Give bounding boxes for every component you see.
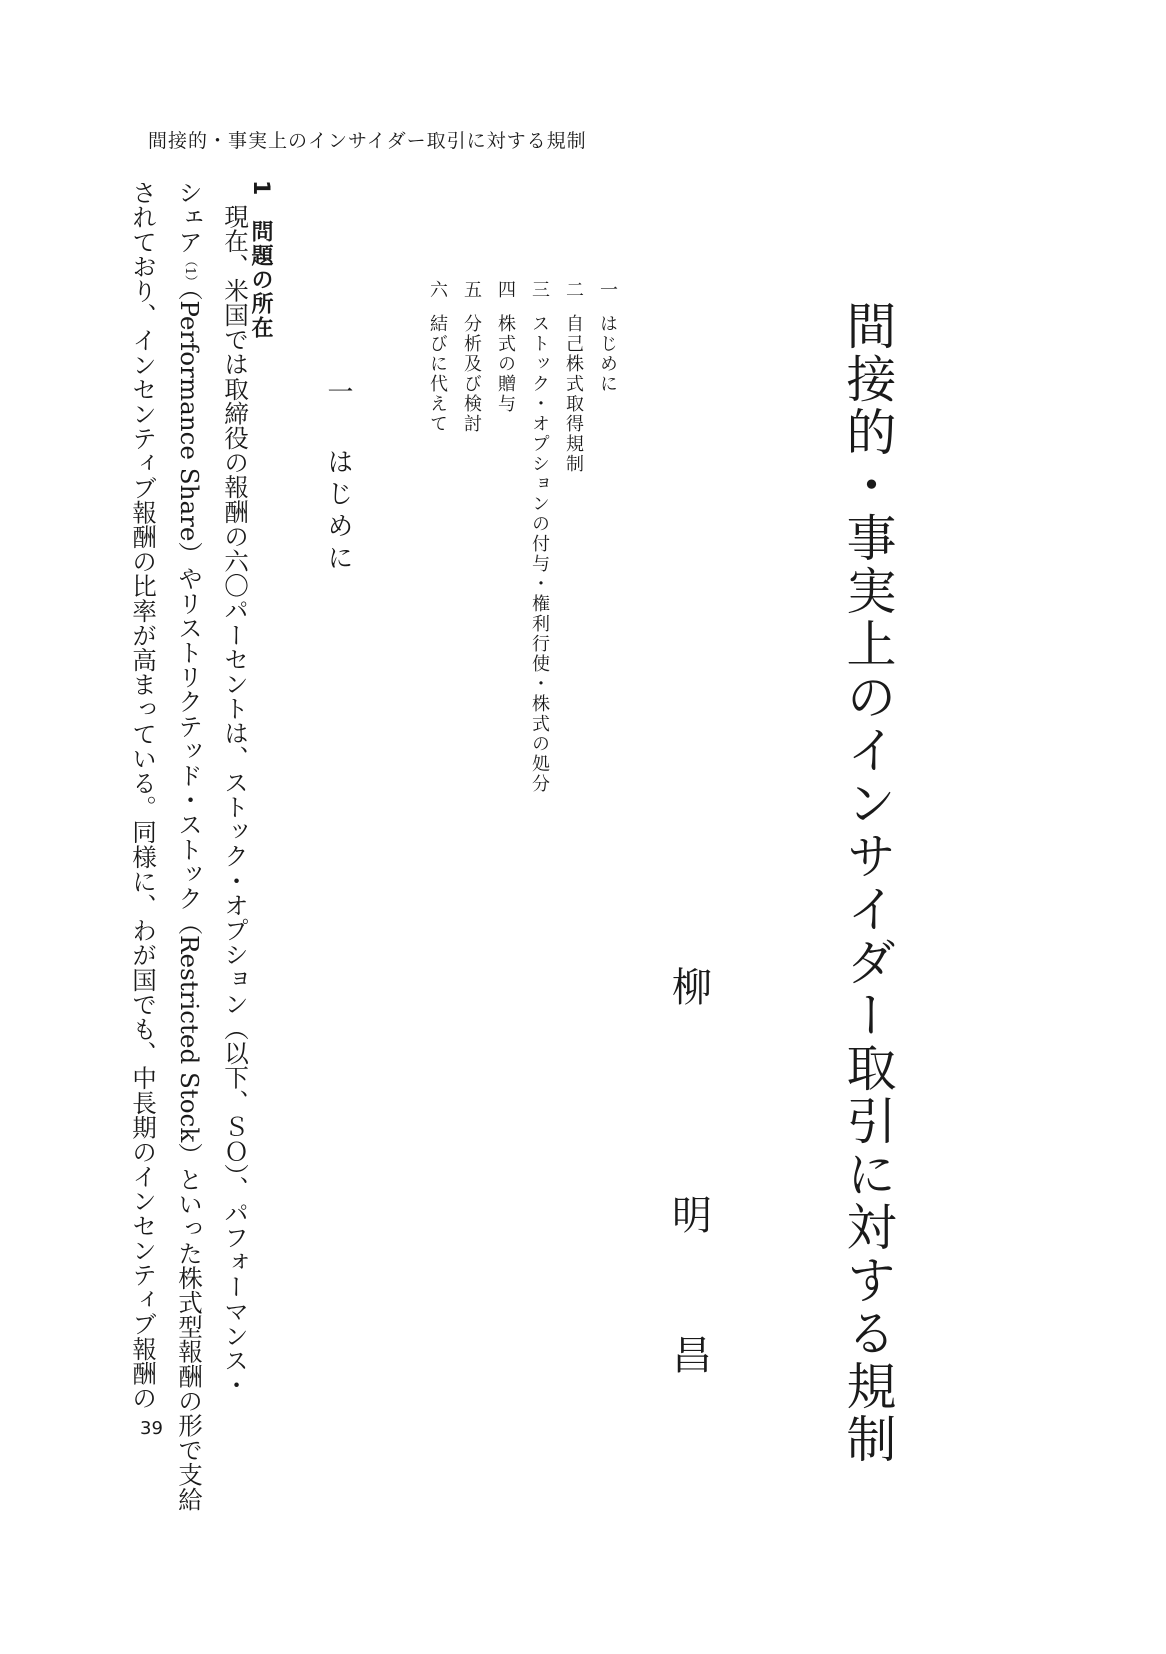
toc-item-label: はじめに <box>597 314 618 394</box>
subsection-label: 問題の所在 <box>248 220 273 340</box>
author-name <box>672 965 712 1379</box>
author-char: 柳 <box>672 965 712 1011</box>
body-line <box>166 180 212 1511</box>
toc-item <box>556 280 590 794</box>
toc-item-number: 六 <box>427 280 448 300</box>
footnote-reference[interactable]: （1） <box>182 253 197 289</box>
article-title: 間接的・事実上のインサイダー取引に対する規制 <box>838 300 897 1466</box>
toc-item-label: 結びに代えて <box>427 314 448 434</box>
running-head: 間接的・事実上のインサイダー取引に対する規制 <box>148 130 587 152</box>
subsection-number: 1 <box>248 180 273 198</box>
toc-item <box>522 280 556 794</box>
toc-item-number: 五 <box>461 280 482 300</box>
toc-item-number: 四 <box>495 280 516 300</box>
toc-item-number: 二 <box>563 280 584 300</box>
toc-item-label: ストック・オプションの付与・権利行使・株式の処分 <box>529 314 550 794</box>
toc-item-label: 株式の贈与 <box>495 314 516 414</box>
toc-item-number: 三 <box>529 280 550 300</box>
section-label: はじめに <box>323 448 353 576</box>
table-of-contents <box>420 280 624 794</box>
body-text-segment: シェア <box>175 180 204 254</box>
toc-item-label: 自己株式取得規制 <box>563 314 584 474</box>
toc-item <box>454 280 488 794</box>
toc-item-label: 分析及び検討 <box>461 314 482 434</box>
page-number: 39 <box>140 1418 163 1439</box>
body-text-segment: （Performance Share）やリストリクテッド・ストック（Restricted Stock）といった株式型報酬の形で支給 <box>175 288 204 1512</box>
toc-item <box>488 280 522 794</box>
section-number: 一 <box>323 378 353 410</box>
author-char: 昌 <box>672 1333 712 1379</box>
body-line: されており、インセンティブ報酬の比率が高まっている。同様に、わが国でも、中長期のインセンティブ報酬の <box>129 180 158 1410</box>
body-line: 現在、米国では取締役の報酬の六〇パーセントは、ストック・オプション（以下、ＳＯ）、パフォーマンス・ <box>221 204 250 1398</box>
author-char: 明 <box>672 1193 712 1239</box>
section-heading <box>320 378 357 576</box>
toc-item-number: 一 <box>597 280 618 300</box>
toc-item <box>590 280 624 794</box>
body-text <box>108 180 258 1511</box>
toc-item <box>420 280 454 794</box>
